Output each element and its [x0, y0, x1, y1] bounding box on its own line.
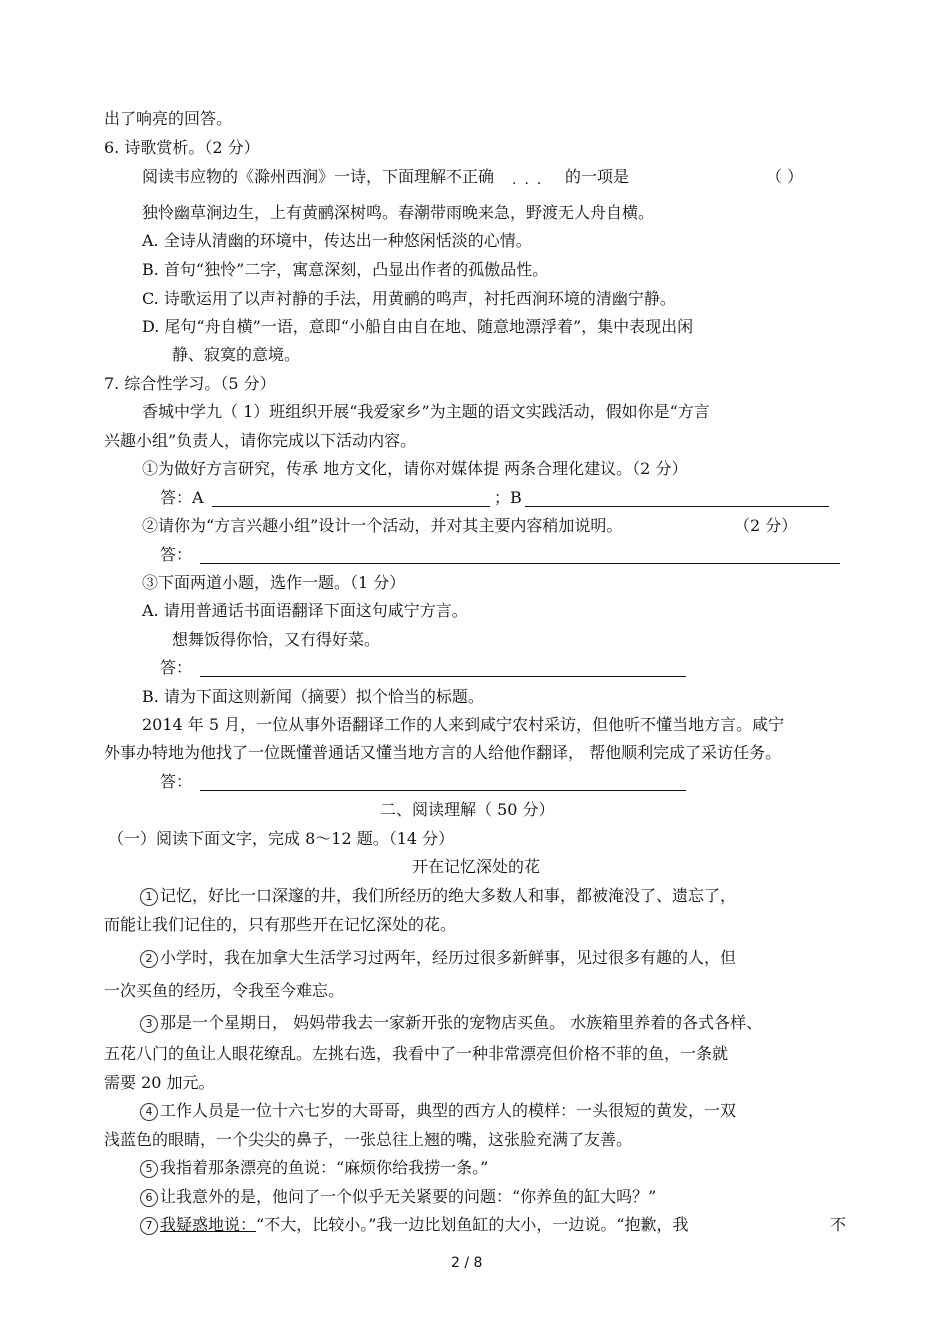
emphasis-dots: ···: [512, 176, 550, 192]
page-number: 2 / 8: [451, 1255, 483, 1271]
paragraph-7: 7 我疑惑地说：“不大，比较小。”我一边比划鱼缸的大小，一边说。“抱歉，我: [140, 1214, 689, 1236]
sub-question-3b: B. 请为下面这则新闻（摘要）拟个恰当的标题。: [142, 687, 484, 706]
paragraph-4-cont: 浅蓝色的眼睛，一个尖尖的鼻子，一张总往上翘的嘴，这张脸充满了友善。: [104, 1130, 633, 1149]
answer-label: 答：: [160, 772, 193, 791]
paragraph-5: 5 我指着那条漂亮的鱼说：“麻烦你给我捞一条。”: [140, 1157, 488, 1179]
paragraph-1-cont: 而能让我们记住的，只有那些开在记忆深处的花。: [104, 915, 457, 934]
answer-line[interactable]: [200, 563, 840, 564]
paragraph-marker: 3: [140, 1015, 158, 1033]
option-d-cont: 静、寂寞的意境。: [172, 345, 301, 364]
news-text-cont: 外事办特地为他找了一位既懂普通话又懂当地方言的人给他作翻译， 帮他顺利完成了采访任务。: [104, 743, 782, 762]
answer-line-b[interactable]: [525, 506, 829, 507]
paragraph-7-end: 不: [830, 1215, 847, 1234]
option-a: A. 全诗从清幽的环境中，传达出一种悠闲恬淡的心情。: [142, 231, 532, 250]
paragraph-2-cont: 一次买鱼的经历，令我至今难忘。: [104, 981, 345, 1000]
paragraph-marker: 6: [140, 1189, 158, 1207]
answer-bracket: （ ）: [766, 167, 804, 186]
paragraph-6: 6 让我意外的是，他问了一个似乎无关紧要的问题：“你养鱼的缸大吗？”: [140, 1186, 656, 1208]
option-d: D. 尾句“舟自横”一语，意即“小船自由自在地、随意地漂浮着”，集中表现出闲: [142, 317, 694, 336]
section-heading: 二、阅读理解（ 50 分）: [380, 800, 555, 819]
paragraph-3-end: 需要 20 加元。: [104, 1073, 215, 1092]
question-7-heading: 7. 综合性学习。（5 分）: [104, 374, 276, 393]
answer-line[interactable]: [200, 676, 686, 677]
answer-line-a[interactable]: [212, 506, 490, 507]
paragraph-marker: 4: [140, 1103, 158, 1121]
question-7-intro: 香城中学九（ 1）班组织开展“我爱家乡”为主题的语文实践活动，假如你是“方言: [142, 402, 710, 421]
reading-instructions: （一）阅读下面文字，完成 8～12 题。（14 分）: [108, 829, 455, 848]
sub-question-3: ③下面两道小题，选作一题。（1 分）: [142, 573, 406, 592]
sub-question-3a: A. 请用普通话书面语翻译下面这句咸宁方言。: [142, 601, 468, 620]
paragraph-4: 4 工作人员是一位十六七岁的大哥哥，典型的西方人的模样：一头很短的黄发，一双: [140, 1100, 736, 1122]
paragraph-marker: 5: [140, 1160, 158, 1178]
sub-question-2: ②请你为“方言兴趣小组”设计一个活动，并对其主要内容稍加说明。: [142, 516, 623, 535]
paragraph-3-cont: 五花八门的鱼让人眼花缭乱。左挑右选，我看中了一种非常漂亮但价格不菲的鱼，一条就: [104, 1044, 729, 1063]
paragraph-1: 1 记忆，好比一口深邃的井，我们所经历的绝大多数人和事，都被淹没了、遗忘了，: [140, 885, 736, 907]
option-c: C. 诗歌运用了以声衬静的手法，用黄鹂的鸣声，衬托西涧环境的清幽宁静。: [142, 289, 676, 308]
dialect-sentence: 想舞饭得你恰，又冇得好菜。: [172, 630, 381, 649]
paragraph-3: 3 那是一个星期日， 妈妈带我去一家新开张的宠物店买鱼。 水族箱里养着的各式各样、: [140, 1012, 762, 1034]
news-text: 2014 年 5 月，一位从事外语翻译工作的人来到咸宁农村采访，但他听不懂当地方言。咸宁: [142, 715, 785, 734]
question-6-prompt-end: 的一项是: [565, 167, 630, 186]
answer-label-a: 答：A: [160, 488, 204, 507]
answer-label: 答：: [160, 658, 193, 677]
underlined-phrase: 我疑惑地说：: [160, 1215, 257, 1234]
article-title: 开在记忆深处的花: [412, 857, 541, 876]
text-line: 出了响亮的回答。: [104, 109, 233, 128]
paragraph-marker: 2: [140, 950, 158, 968]
answer-label: 答：: [160, 545, 193, 564]
poem-text: 独怜幽草涧边生，上有黄鹂深树鸣。春潮带雨晚来急，野渡无人舟自横。: [142, 203, 655, 222]
question-6-prompt: 阅读韦应物的《滁州西涧》一诗，下面理解不正确: [142, 167, 495, 186]
answer-label-b: ；B: [494, 488, 522, 507]
sub-question-1: ①为做好方言研究，传承 地方文化，请你对媒体提 两条合理化建议。（2 分）: [142, 459, 688, 478]
question-6-heading: 6. 诗歌赏析。（2 分）: [104, 138, 260, 157]
answer-line[interactable]: [200, 790, 686, 791]
paragraph-2: 2 小学时，我在加拿大生活学习过两年，经历过很多新鲜事，见过很多有趣的人，但: [140, 947, 736, 969]
option-b: B. 首句“独怜”二字，寓意深刻，凸显出作者的孤傲品性。: [142, 260, 549, 279]
question-7-intro-cont: 兴趣小组”负责人，请你完成以下活动内容。: [104, 431, 417, 450]
paragraph-marker: 1: [140, 888, 158, 906]
sub-question-2-score: （2 分）: [734, 516, 798, 535]
paragraph-marker: 7: [140, 1217, 158, 1235]
